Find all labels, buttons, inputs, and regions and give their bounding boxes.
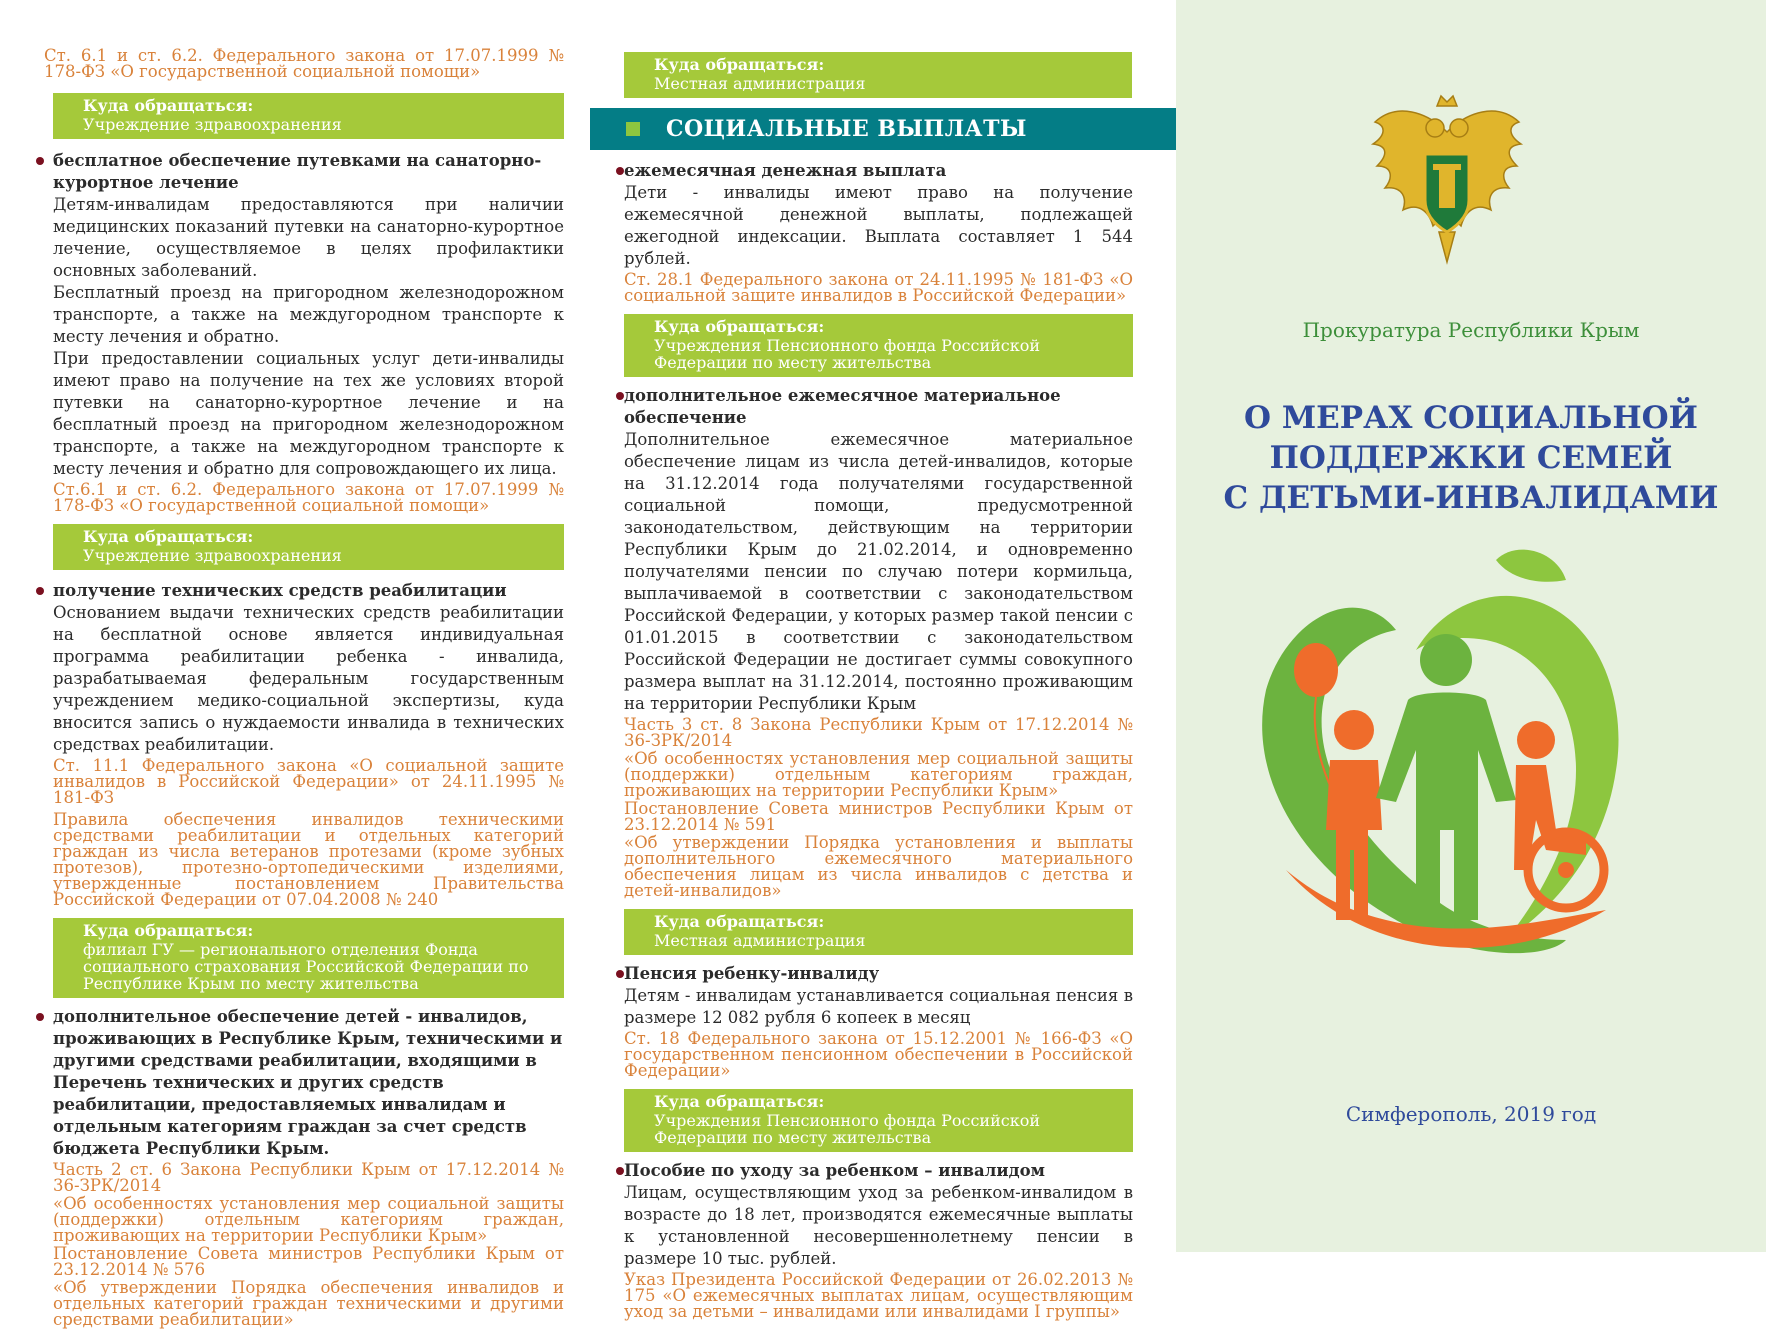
box-heading: Куда обращаться: — [83, 921, 254, 940]
box-heading: Куда обращаться: — [654, 55, 825, 74]
box-text: Местная администрация — [654, 74, 866, 93]
box-text: Учреждение здравоохранения — [83, 546, 342, 565]
law-reference: Часть 3 ст. 8 Закона Республики Крым от 17.12.2014 № 36-ЗРК/2014 — [624, 715, 1133, 750]
law-reference: Ст.6.1 и ст. 6.2. Федерального закона от 17.07.1999 № 178-ФЗ «О государственной социальной помощи» — [53, 480, 564, 515]
law-reference: Правила обеспечения инвалидов техническими средствами реабилитации и отдельных категорий граждан из числа ветеранов протезами (кроме зубных протезов), протезно-ортопедическими изделиями, утвержденные постановлением Правительства Российской Федерации от 07.04.2008 № 240 — [53, 810, 564, 909]
title-line: С ДЕТЬМИ-ИНВАЛИДАМИ — [1223, 480, 1719, 516]
item-title: дополнительное обеспечение детей - инвалидов, проживающих в Республике Крым, техническими и другими средствами реабилитации, входящими в Перечень технических и других средств реабилитации, предоставляемых инвалидам и отдельным категориям граждан за счет средств бюджета Республики Крым. — [53, 1007, 563, 1158]
box-heading: Куда обращаться: — [83, 527, 254, 546]
bullet-icon — [616, 167, 624, 175]
where-to-apply-box — [53, 524, 564, 570]
prosecutor-emblem-icon — [1367, 92, 1527, 272]
where-to-apply-box — [624, 1089, 1133, 1152]
box-text: филиал ГУ — регионального отделения Фонда социального страхования Российской Федерации по Республике Крым по месту жительства — [83, 940, 529, 993]
title-line: О МЕРАХ СОЦИАЛЬНОЙ — [1244, 400, 1698, 436]
item-title: дополнительное ежемесячное материальное обеспечение — [624, 386, 1061, 427]
benefit-item-material-provision — [624, 385, 1133, 429]
law-reference: «Об особенностях установления мер социальной защиты (поддержки) отдельным категориям граждан, проживающих на территории Республики Крым» — [53, 1194, 564, 1245]
box-heading: Куда обращаться: — [83, 96, 254, 115]
where-to-apply-box — [624, 52, 1132, 98]
bullet-icon — [616, 392, 624, 400]
item-paragraph: Основанием выдачи технических средств реабилитации на бесплатной основе является индивидуальная программа реабилитации ребенка - инвалида, разрабатываемая федеральным государственным учреждением медико-социальной экспертизы, куда вносится запись о нуждаемости инвалида в технических средствах реабилитации. — [53, 603, 564, 754]
item-paragraph: Детям-инвалидам предоставляются при наличии медицинских показаний путевки на санаторно-курортное лечение, осуществляемое в целях профилактики основных заболеваний. — [53, 195, 564, 280]
where-to-apply-box — [53, 93, 564, 139]
law-reference: Ст. 11.1 Федерального закона «О социальной защите инвалидов в Российской Федерации» от 24.11.1995 № 181-ФЗ — [53, 756, 564, 807]
law-reference: Ст. 28.1 Федерального закона от 24.11.1995 № 181-ФЗ «О социальной защите инвалидов в Российской Федерации» — [624, 270, 1133, 305]
publication-place-year: Симферополь, 2019 год — [1345, 1102, 1597, 1126]
box-heading: Куда обращаться: — [654, 317, 825, 336]
bullet-icon — [616, 970, 624, 978]
box-text: Учреждения Пенсионного фонда Российской Федерации по месту жительства — [654, 336, 1041, 372]
column-middle — [590, 0, 1133, 98]
benefit-item-pension — [624, 963, 1133, 985]
benefit-item-monthly-payment — [624, 160, 1133, 182]
item-title: Пенсия ребенку-инвалиду — [624, 964, 880, 983]
item-paragraph: Дети - инвалиды имеют право на получение ежемесячной денежной выплаты, подлежащей ежегодной индексации. Выплата составляет 1 544 рублей. — [624, 183, 1133, 268]
benefit-item-additional-provision — [44, 1006, 564, 1160]
law-reference: Постановление Совета министров Республики Крым от 23.12.2014 № 576 — [53, 1244, 564, 1279]
item-title: Пособие по уходу за ребенком – инвалидом — [624, 1161, 1045, 1180]
law-reference: Ст. 18 Федерального закона от 15.12.2001 № 166-ФЗ «О государственном пенсионном обеспечении в Российской Федерации» — [624, 1029, 1133, 1080]
column-middle-content — [590, 160, 1133, 1320]
box-heading: Куда обращаться: — [654, 912, 825, 931]
cover-panel — [1176, 0, 1766, 1252]
item-paragraph: Лицам, осуществляющим уход за ребенком-инвалидом в возрасте до 18 лет, производятся ежемесячные выплаты к установленной несовершеннолетнему пенсии в размере 10 тыс. рублей. — [624, 1183, 1133, 1268]
bullet-icon — [36, 157, 44, 165]
law-reference: «Об утверждении Порядка обеспечения инвалидов и отдельных категорий граждан техническими и другими средствами реабилитации» — [53, 1278, 564, 1329]
item-title: ежемесячная денежная выплата — [624, 161, 947, 180]
law-reference: «Об утверждении Порядка установления и выплаты дополнительного ежемесячного материального обеспечения лицам из числа инвалидов с детства и детей-инвалидов» — [624, 833, 1133, 900]
benefit-item-sanatorium — [44, 150, 564, 194]
benefit-item-care-allowance — [624, 1160, 1133, 1182]
title-line: ПОДДЕРЖКИ СЕМЕЙ — [1269, 440, 1673, 476]
box-text: Местная администрация — [654, 931, 866, 950]
box-text: Учреждения Пенсионного фонда Российской Федерации по месту жительства — [654, 1111, 1041, 1147]
bullet-icon — [36, 1013, 44, 1021]
brochure-title — [1176, 398, 1766, 518]
item-paragraph: Бесплатный проезд на пригородном железнодорожном транспорте, а также на междугородном транспорте к месту лечения и обратно. — [53, 283, 564, 346]
column-left — [44, 0, 564, 1328]
benefit-item-rehab-means — [44, 580, 564, 602]
bullet-icon — [616, 1167, 624, 1175]
family-illustration — [1246, 540, 1686, 980]
item-title: получение технических средств реабилитации — [53, 581, 507, 600]
item-paragraph: Дополнительное ежемесячное материальное обеспечение лицам из числа детей-инвалидов, которые на 31.12.2014 года получателями государственной социальной помощи, предусмотренной законодательством, действующим на территории Республики Крым до 21.02.2014, и одновременно получателями пенсии по случаю потери кормильца, выплачиваемой в соответствии с законодательством Российской Федерации, у которых размер такой пенсии с 01.01.2015 в соответствии с законодательством Российской Федерации не достигает суммы совокупного размера выплат на 31.12.2014, постоянно проживающим на территории Республики Крым — [624, 430, 1133, 713]
square-icon — [626, 122, 640, 136]
box-text: Учреждение здравоохранения — [83, 115, 342, 134]
organization-name: Прокуратура Республики Крым — [1302, 318, 1640, 342]
law-reference: Постановление Совета министров Республики Крым от 23.12.2014 № 591 — [624, 799, 1133, 834]
item-paragraph: При предоставлении социальных услуг дети-инвалиды имеют право на получение на тех же условиях второй путевки на санаторно-курортное лечение и на бесплатный проезд на пригородном железнодорожном транспорте, а также на междугородном транспорте к месту лечения и обратно для сопровождающего их лица. — [53, 349, 564, 478]
law-reference: Указ Президента Российской Федерации от 26.02.2013 № 175 «О ежемесячных выплатах лицам, осуществляющим уход за детьми – инвалидами или инвалидами I группы» — [624, 1270, 1133, 1321]
law-reference: Ст. 6.1 и ст. 6.2. Федерального закона от 17.07.1999 № 178-ФЗ «О государственной социальной помощи» — [44, 46, 564, 81]
section-banner — [590, 108, 1176, 150]
box-heading: Куда обращаться: — [654, 1092, 825, 1111]
item-paragraph: Детям - инвалидам устанавливается социальная пенсия в размере 12 082 рубля 6 копеек в месяц — [624, 986, 1133, 1027]
bullet-icon — [36, 587, 44, 595]
item-title: бесплатное обеспечение путевками на санаторно-курортное лечение — [53, 151, 542, 192]
law-reference: Часть 2 ст. 6 Закона Республики Крым от 17.12.2014 № 36-ЗРК/2014 — [53, 1160, 564, 1195]
section-title: СОЦИАЛЬНЫЕ ВЫПЛАТЫ — [666, 116, 1027, 142]
where-to-apply-box — [53, 918, 564, 998]
where-to-apply-box — [624, 909, 1133, 955]
where-to-apply-box — [624, 314, 1133, 377]
law-reference: «Об особенностях установления мер социальной защиты (поддержки) отдельным категориям граждан, проживающих на территории Республики Крым» — [624, 749, 1133, 800]
